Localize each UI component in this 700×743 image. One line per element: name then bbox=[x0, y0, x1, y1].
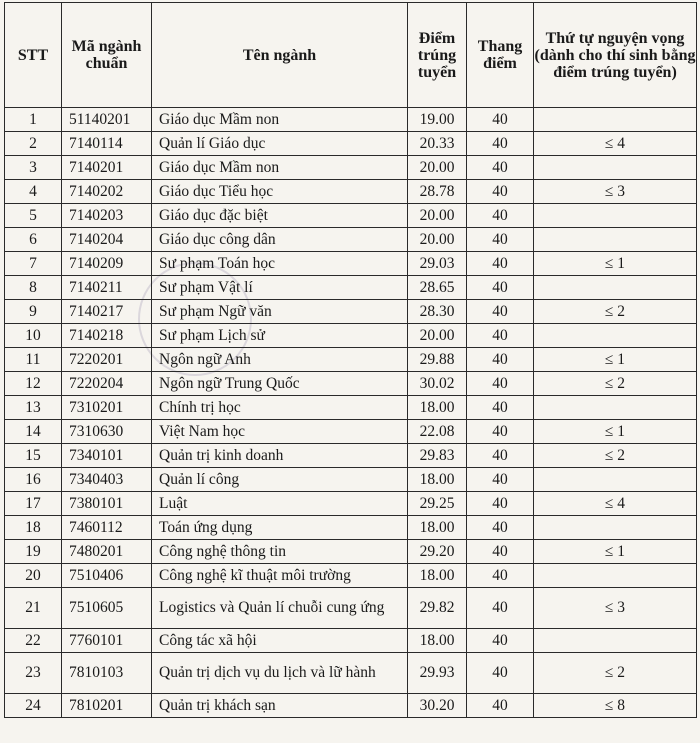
cell-code: 7140201 bbox=[62, 156, 152, 180]
cell-code: 7340403 bbox=[62, 468, 152, 492]
cell-scale: 40 bbox=[467, 324, 534, 348]
cell-order bbox=[534, 108, 697, 132]
admission-scores-table bbox=[4, 2, 697, 718]
cell-name: Giáo dục đặc biệt bbox=[152, 204, 408, 228]
cell-scale: 40 bbox=[467, 132, 534, 156]
cell-score: 28.30 bbox=[408, 300, 467, 324]
cell-code: 7510605 bbox=[62, 588, 152, 629]
cell-name: Công nghệ kĩ thuật môi trường bbox=[152, 564, 408, 588]
cell-name: Công tác xã hội bbox=[152, 629, 408, 653]
cell-score: 29.03 bbox=[408, 252, 467, 276]
cell-order: ≤ 8 bbox=[534, 694, 697, 718]
cell-order bbox=[534, 156, 697, 180]
cell-code: 7480201 bbox=[62, 540, 152, 564]
cell-scale: 40 bbox=[467, 629, 534, 653]
table-row bbox=[5, 492, 697, 516]
cell-score: 29.82 bbox=[408, 588, 467, 629]
table-header-row bbox=[5, 3, 697, 108]
cell-name: Giáo dục Mầm non bbox=[152, 156, 408, 180]
table-row bbox=[5, 324, 697, 348]
cell-name: Ngôn ngữ Trung Quốc bbox=[152, 372, 408, 396]
cell-scale: 40 bbox=[467, 180, 534, 204]
cell-score: 30.02 bbox=[408, 372, 467, 396]
cell-order bbox=[534, 564, 697, 588]
cell-stt: 2 bbox=[5, 132, 62, 156]
table-row bbox=[5, 468, 697, 492]
cell-stt: 23 bbox=[5, 653, 62, 694]
table-row bbox=[5, 300, 697, 324]
cell-order: ≤ 4 bbox=[534, 132, 697, 156]
table-row bbox=[5, 156, 697, 180]
cell-score: 18.00 bbox=[408, 468, 467, 492]
cell-stt: 5 bbox=[5, 204, 62, 228]
cell-score: 19.00 bbox=[408, 108, 467, 132]
cell-order bbox=[534, 228, 697, 252]
cell-stt: 4 bbox=[5, 180, 62, 204]
cell-stt: 19 bbox=[5, 540, 62, 564]
header-order: Thứ tự nguyện vọng (dành cho thí sinh bằng điểm trúng tuyển) bbox=[534, 3, 697, 108]
cell-score: 20.00 bbox=[408, 156, 467, 180]
table-row bbox=[5, 629, 697, 653]
cell-score: 29.25 bbox=[408, 492, 467, 516]
cell-scale: 40 bbox=[467, 300, 534, 324]
cell-stt: 14 bbox=[5, 420, 62, 444]
cell-stt: 8 bbox=[5, 276, 62, 300]
cell-stt: 12 bbox=[5, 372, 62, 396]
table-row bbox=[5, 588, 697, 629]
cell-code: 7760101 bbox=[62, 629, 152, 653]
cell-name: Giáo dục Tiểu học bbox=[152, 180, 408, 204]
header-score: Điểm trúng tuyển bbox=[408, 3, 467, 108]
cell-score: 20.00 bbox=[408, 324, 467, 348]
table-row bbox=[5, 204, 697, 228]
cell-scale: 40 bbox=[467, 564, 534, 588]
table-row bbox=[5, 348, 697, 372]
table-row bbox=[5, 180, 697, 204]
cell-code: 7510406 bbox=[62, 564, 152, 588]
cell-code: 7310630 bbox=[62, 420, 152, 444]
cell-code: 7140202 bbox=[62, 180, 152, 204]
cell-scale: 40 bbox=[467, 156, 534, 180]
cell-stt: 22 bbox=[5, 629, 62, 653]
cell-name: Sư phạm Toán học bbox=[152, 252, 408, 276]
cell-order: ≤ 2 bbox=[534, 653, 697, 694]
cell-code: 7310201 bbox=[62, 396, 152, 420]
cell-order: ≤ 2 bbox=[534, 300, 697, 324]
cell-order: ≤ 2 bbox=[534, 444, 697, 468]
cell-score: 20.00 bbox=[408, 228, 467, 252]
cell-scale: 40 bbox=[467, 228, 534, 252]
cell-score: 29.88 bbox=[408, 348, 467, 372]
cell-order bbox=[534, 629, 697, 653]
table-row bbox=[5, 653, 697, 694]
cell-score: 22.08 bbox=[408, 420, 467, 444]
cell-name: Công nghệ thông tin bbox=[152, 540, 408, 564]
cell-scale: 40 bbox=[467, 108, 534, 132]
table-row bbox=[5, 132, 697, 156]
cell-score: 20.00 bbox=[408, 204, 467, 228]
cell-code: 7340101 bbox=[62, 444, 152, 468]
cell-scale: 40 bbox=[467, 444, 534, 468]
header-scale: Thang điểm bbox=[467, 3, 534, 108]
cell-scale: 40 bbox=[467, 420, 534, 444]
cell-order bbox=[534, 276, 697, 300]
cell-order: ≤ 1 bbox=[534, 420, 697, 444]
table-body bbox=[5, 108, 697, 718]
cell-stt: 20 bbox=[5, 564, 62, 588]
cell-order: ≤ 1 bbox=[534, 252, 697, 276]
cell-name: Giáo dục Mầm non bbox=[152, 108, 408, 132]
cell-name: Quản trị khách sạn bbox=[152, 694, 408, 718]
cell-stt: 11 bbox=[5, 348, 62, 372]
cell-stt: 18 bbox=[5, 516, 62, 540]
cell-stt: 21 bbox=[5, 588, 62, 629]
cell-scale: 40 bbox=[467, 276, 534, 300]
cell-stt: 10 bbox=[5, 324, 62, 348]
table-row bbox=[5, 252, 697, 276]
cell-name: Việt Nam học bbox=[152, 420, 408, 444]
header-name: Tên ngành bbox=[152, 3, 408, 108]
cell-name: Giáo dục công dân bbox=[152, 228, 408, 252]
table-row bbox=[5, 694, 697, 718]
cell-scale: 40 bbox=[467, 396, 534, 420]
cell-code: 7140218 bbox=[62, 324, 152, 348]
cell-stt: 9 bbox=[5, 300, 62, 324]
cell-scale: 40 bbox=[467, 372, 534, 396]
cell-scale: 40 bbox=[467, 516, 534, 540]
cell-order bbox=[534, 468, 697, 492]
cell-scale: 40 bbox=[467, 252, 534, 276]
header-stt: STT bbox=[5, 3, 62, 108]
cell-stt: 7 bbox=[5, 252, 62, 276]
table-row bbox=[5, 540, 697, 564]
cell-order: ≤ 4 bbox=[534, 492, 697, 516]
cell-name: Quản lí Giáo dục bbox=[152, 132, 408, 156]
cell-stt: 15 bbox=[5, 444, 62, 468]
cell-scale: 40 bbox=[467, 492, 534, 516]
cell-name: Chính trị học bbox=[152, 396, 408, 420]
cell-code: 7460112 bbox=[62, 516, 152, 540]
cell-score: 30.20 bbox=[408, 694, 467, 718]
cell-code: 7380101 bbox=[62, 492, 152, 516]
cell-stt: 17 bbox=[5, 492, 62, 516]
cell-stt: 3 bbox=[5, 156, 62, 180]
cell-code: 7140209 bbox=[62, 252, 152, 276]
cell-code: 7220201 bbox=[62, 348, 152, 372]
cell-order: ≤ 3 bbox=[534, 180, 697, 204]
cell-score: 29.20 bbox=[408, 540, 467, 564]
cell-order: ≤ 1 bbox=[534, 540, 697, 564]
cell-score: 20.33 bbox=[408, 132, 467, 156]
cell-name: Sư phạm Lịch sử bbox=[152, 324, 408, 348]
cell-score: 18.00 bbox=[408, 516, 467, 540]
cell-name: Quản lí công bbox=[152, 468, 408, 492]
cell-name: Sư phạm Ngữ văn bbox=[152, 300, 408, 324]
cell-scale: 40 bbox=[467, 468, 534, 492]
cell-order: ≤ 3 bbox=[534, 588, 697, 629]
cell-name: Logistics và Quản lí chuỗi cung ứng bbox=[152, 588, 408, 629]
cell-order: ≤ 2 bbox=[534, 372, 697, 396]
table-row bbox=[5, 564, 697, 588]
table-row bbox=[5, 396, 697, 420]
cell-score: 18.00 bbox=[408, 629, 467, 653]
cell-score: 28.65 bbox=[408, 276, 467, 300]
table-row bbox=[5, 372, 697, 396]
cell-code: 7140217 bbox=[62, 300, 152, 324]
table-row bbox=[5, 444, 697, 468]
cell-code: 7810103 bbox=[62, 653, 152, 694]
cell-scale: 40 bbox=[467, 540, 534, 564]
cell-name: Sư phạm Vật lí bbox=[152, 276, 408, 300]
cell-score: 18.00 bbox=[408, 396, 467, 420]
cell-code: 7140114 bbox=[62, 132, 152, 156]
cell-scale: 40 bbox=[467, 348, 534, 372]
cell-scale: 40 bbox=[467, 653, 534, 694]
cell-name: Quản trị kinh doanh bbox=[152, 444, 408, 468]
cell-stt: 24 bbox=[5, 694, 62, 718]
cell-stt: 13 bbox=[5, 396, 62, 420]
cell-code: 51140201 bbox=[62, 108, 152, 132]
table-row bbox=[5, 420, 697, 444]
cell-code: 7810201 bbox=[62, 694, 152, 718]
cell-score: 18.00 bbox=[408, 564, 467, 588]
cell-code: 7140204 bbox=[62, 228, 152, 252]
cell-name: Luật bbox=[152, 492, 408, 516]
cell-score: 29.93 bbox=[408, 653, 467, 694]
table-row bbox=[5, 228, 697, 252]
cell-order bbox=[534, 324, 697, 348]
cell-score: 28.78 bbox=[408, 180, 467, 204]
cell-code: 7140211 bbox=[62, 276, 152, 300]
table-row bbox=[5, 276, 697, 300]
cell-stt: 1 bbox=[5, 108, 62, 132]
cell-stt: 6 bbox=[5, 228, 62, 252]
cell-order: ≤ 1 bbox=[534, 348, 697, 372]
cell-name: Toán ứng dụng bbox=[152, 516, 408, 540]
cell-scale: 40 bbox=[467, 588, 534, 629]
cell-code: 7220204 bbox=[62, 372, 152, 396]
cell-order bbox=[534, 204, 697, 228]
table-row bbox=[5, 108, 697, 132]
cell-order bbox=[534, 396, 697, 420]
cell-scale: 40 bbox=[467, 204, 534, 228]
cell-stt: 16 bbox=[5, 468, 62, 492]
cell-order bbox=[534, 516, 697, 540]
table-row bbox=[5, 516, 697, 540]
cell-score: 29.83 bbox=[408, 444, 467, 468]
cell-name: Quản trị dịch vụ du lịch và lữ hành bbox=[152, 653, 408, 694]
cell-code: 7140203 bbox=[62, 204, 152, 228]
cell-scale: 40 bbox=[467, 694, 534, 718]
cell-name: Ngôn ngữ Anh bbox=[152, 348, 408, 372]
header-code: Mã ngành chuẩn bbox=[62, 3, 152, 108]
